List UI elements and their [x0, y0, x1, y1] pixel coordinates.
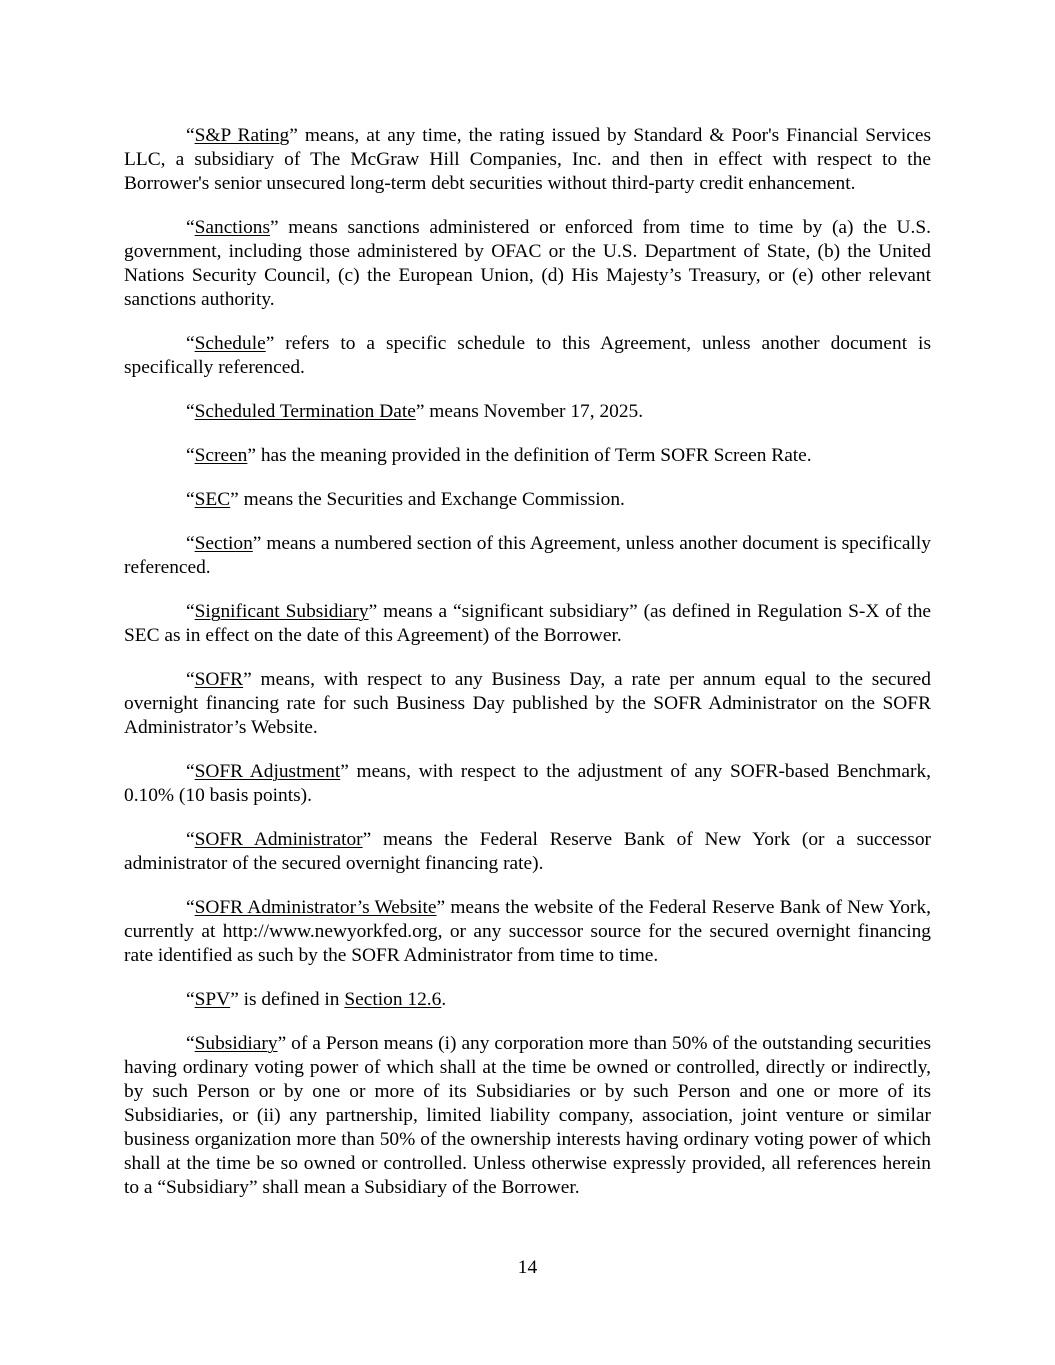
defined-term: Schedule — [194, 333, 266, 354]
definition-text: means, at any time, the rating issued by Standard & Poor's Financial Services LLC, a subsidiary of The McGraw Hill Companies, Inc. and then in effect with respect to the Borrower's senior unsecured long-term debt securities without third-party credit enhancement. — [124, 125, 931, 194]
definition-sp-rating: “S&P Rating” means, at any time, the rating issued by Standard & Poor's Financial Services LLC, a subsidiary of The McGraw Hill Companies, Inc. and then in effect with respect to the Borrower's senior unsecured long-term debt securities without third-party credit enhancement. — [124, 125, 931, 194]
definition-sofr-administrator: “SOFR Administrator” means the Federal Reserve Bank of New York (or a successor administrator of the secured overnight financing rate). — [124, 829, 931, 874]
defined-term: SEC — [194, 489, 231, 510]
definition-screen: “Screen” has the meaning provided in the definition of Term SOFR Screen Rate. — [186, 445, 812, 466]
defined-term: Scheduled Termination Date — [194, 401, 416, 422]
defined-term: Significant Subsidiary — [194, 601, 369, 622]
document-page — [124, 124, 931, 1220]
definition-text: means November 17, 2025. — [424, 401, 644, 422]
defined-term: SOFR Administrator’s Website — [194, 897, 437, 918]
defined-term: Section — [194, 533, 253, 554]
definition-text: means the website of the Federal Reserve Bank of New York, currently at http://www.newyorkfed.org, or any successor source for the secured overnight financing rate identified as such by the SOFR Administrator from time to time. — [124, 897, 932, 966]
defined-term: Subsidiary — [194, 1033, 278, 1054]
definition-sofr-adjustment: “SOFR Adjustment” means, with respect to the adjustment of any SOFR-based Benchmark, 0.10% (10 basis points). — [124, 761, 931, 806]
definition-spv: “SPV” is defined in Section 12.6. — [186, 989, 447, 1010]
definition-text: means a numbered section of this Agreement, unless another document is specifically referenced. — [124, 533, 931, 578]
definition-text: refers to a specific schedule to this Agreement, unless another document is specifically referenced. — [124, 333, 931, 378]
definition-text: has the meaning provided in the definition of Term SOFR Screen Rate. — [255, 445, 812, 466]
defined-term: Sanctions — [194, 217, 271, 238]
definition-sec: “SEC” means the Securities and Exchange Commission. — [186, 489, 625, 510]
definition-schedule: “Schedule” refers to a specific schedule to this Agreement, unless another document is specifically referenced. — [124, 333, 931, 378]
page-number: 14 — [517, 1257, 538, 1278]
definition-significant-subsidiary: “Significant Subsidiary” means a “significant subsidiary” (as defined in Regulation S-X of the SEC as in effect on the date of this Agreement) of the Borrower. — [124, 601, 932, 646]
definition-text: means sanctions administered or enforced from time to time by (a) the U.S. government, including those administered by OFAC or the U.S. Department of State, (b) the United Nations Security Council, (c) the European Union, (d) His Majesty’s Treasury, or (e) other relevant sanctions authority. — [124, 217, 931, 310]
definition-text: means the Securities and Exchange Commission. — [238, 489, 625, 510]
defined-term: SOFR Adjustment — [194, 761, 341, 782]
definition-section: “Section” means a numbered section of this Agreement, unless another document is specifically referenced. — [124, 533, 931, 578]
definition-text: is defined in — [238, 989, 345, 1010]
definition-text: means a “significant subsidiary” (as defined in Regulation S-X of the SEC as in effect on the date of this Agreement) of the Borrower. — [124, 601, 932, 646]
definition-text: means, with respect to the adjustment of any SOFR-based Benchmark, 0.10% (10 basis points). — [124, 761, 931, 806]
definition-text: means the Federal Reserve Bank of New York (or a successor administrator of the secured overnight financing rate). — [124, 829, 931, 874]
definition-subsidiary: “Subsidiary” of a Person means (i) any corporation more than 50% of the outstanding securities having ordinary voting power of which shall at the time be owned or controlled, directly or indirectly, by such Person or by one or more of its Subsidiaries or by such Person and one or more of its Subsidiaries, or (ii) any partnership, limited liability company, association, joint venture or similar business organization more than 50% of the ownership interests having ordinary voting power of which shall at the time be so owned or controlled. Unless otherwise expressly provided, all references herein to a “Subsidiary” shall mean a Subsidiary of the Borrower. — [124, 1033, 931, 1198]
definition-text: of a Person means (i) any corporation more than 50% of the outstanding securities having ordinary voting power of which shall at the time be owned or controlled, directly or indirectly, by such Person or by one or more of its Subsidiaries or by such Person and one or more of its Subsidiaries, or (ii) any partnership, limited liability company, association, joint venture or similar business organization more than 50% of the ownership interests having ordinary voting power of which shall at the time be so owned or controlled. Unless otherwise expressly provided, all references herein to a “Subsidiary” shall mean a Subsidiary of the Borrower. — [124, 1033, 931, 1198]
definition-sofr-administrators-website: “SOFR Administrator’s Website” means the website of the Federal Reserve Bank of New York, currently at http://www.newyorkfed.org, or any successor source for the secured overnight financing rate identified as such by the SOFR Administrator from time to time. — [124, 897, 932, 966]
section-reference-link[interactable]: Section 12.6 — [344, 989, 442, 1010]
defined-term: S&P Rating — [194, 125, 290, 146]
defined-term: SPV — [194, 989, 231, 1010]
defined-term: SOFR Administrator — [194, 829, 363, 850]
definition-sofr: “SOFR” means, with respect to any Business Day, a rate per annum equal to the secured overnight financing rate for such Business Day published by the SOFR Administrator on the SOFR Administrator’s Website. — [124, 669, 931, 738]
definition-sanctions: “Sanctions” means sanctions administered or enforced from time to time by (a) the U.S. government, including those administered by OFAC or the U.S. Department of State, (b) the United Nations Security Council, (c) the European Union, (d) His Majesty’s Treasury, or (e) other relevant sanctions authority. — [124, 217, 931, 310]
definition-scheduled-termination-date: “Scheduled Termination Date” means November 17, 2025. — [186, 401, 644, 422]
defined-term: Screen — [194, 445, 248, 466]
definition-text: means, with respect to any Business Day, a rate per annum equal to the secured overnight financing rate for such Business Day published by the SOFR Administrator on the SOFR Administrator’s Website. — [124, 669, 931, 738]
defined-term: SOFR — [194, 669, 244, 690]
